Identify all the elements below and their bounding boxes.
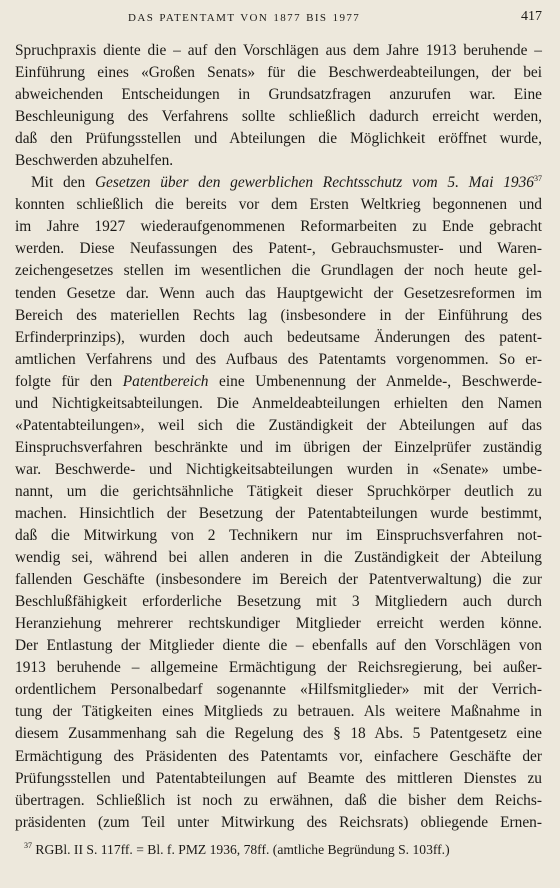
text-line: und Nichtigkeitsabteilungen. Die Anmeldeabteilungen erhielten den Namen — [15, 394, 542, 412]
text-line: Beschlußfähigkeit erforderliche Besetzung mit 3 Mitgliedern auch durch — [15, 593, 542, 611]
text-line: diesem Zusammenhang sah die Regelung des § 18 Abs. 5 Patentgesetz eine — [15, 725, 542, 743]
text-line: amtlichen Verfahrens und des Aufbaus des Patentamts vorgenommen. So er- — [15, 350, 542, 368]
text-line: übertragen. Schließlich ist noch zu erwähnen, daß die bisher dem Reichs- — [15, 791, 542, 809]
footnote-number: 37 — [24, 841, 32, 850]
text-line: tenden Gesetze dar. Wenn auch das Hauptgewicht der Gesetzesreformen im — [15, 284, 542, 302]
page-number: 417 — [521, 9, 542, 24]
running-title: DAS PATENTAMT VON 1877 BIS 1977 — [128, 12, 361, 24]
text-line: wendig sei, während bei allen anderen in die Zuständigkeit der Abteilung — [15, 549, 542, 567]
text-line: daß den Prüfungsstellen und Abteilungen die Möglichkeit eröffnet wurde, — [15, 130, 542, 148]
text-line: tung der Tätigkeiten eines Mitglieds zu betrauen. Als weitere Maßnahme in — [15, 703, 542, 721]
text-line: machen. Hinsichtlich der Besetzung der Patentabteilungen wurde bestimmt, — [15, 504, 542, 522]
emphasis: Patentbereich — [122, 372, 209, 390]
law-title: Gesetzen über den gewerblichen Rechtsschutz vom 5. Mai 1936 — [94, 174, 534, 192]
text-line: nannt, um die gerichtsähnliche Tätigkeit dieser Spruchkörper deutlich zu — [15, 482, 542, 500]
text-line: Spruchpraxis diente die – auf den Vorschlägen aus dem Jahre 1913 beruhende – — [15, 42, 542, 59]
text-line: Prüfungsstellen und Patentabteilungen auf Beamte des mittleren Dienstes zu — [15, 769, 542, 787]
text-line: Einspruchsverfahren beschränkte und im übrigen der Einzelprüfer zuständig — [15, 438, 542, 456]
footnote-reference: 37 — [534, 174, 542, 184]
text-line: Heranziehung mehrerer rechtskundiger Mitglieder erreicht werden könne. — [15, 615, 542, 633]
text-line: werden. Diese Neufassungen des Patent-, Gebrauchsmuster- und Waren- — [15, 240, 542, 258]
text-line: Einführung eines «Großen Senats» für die Beschwerdeabteilungen, der bei — [15, 64, 542, 82]
footnote — [24, 842, 544, 858]
text-line: war. Beschwerde- und Nichtigkeitsabteilungen wurden in «Senate» umbe- — [15, 460, 542, 478]
text-line: Bereich des materiellen Rechts lag (insbesondere in der Einführung des — [15, 306, 542, 324]
text-line: zeichengesetzes stellen im wesentlichen die Grundlagen der noch heute gel- — [15, 262, 542, 280]
text-line: 1913 beruhende – allgemeine Ermächtigung der Reichsregierung, bei außer- — [15, 659, 542, 677]
text-line: Beschwerden abzuhelfen. — [15, 152, 174, 170]
body-text — [15, 40, 542, 834]
text-run: Mit den — [31, 174, 95, 192]
page-header — [0, 9, 560, 29]
text-line: ordentlichem Personalbedarf sogenannte «Hilfsmitglieder» mit der Verrich- — [15, 681, 542, 699]
text-line: Der Entlastung der Mitglieder diente die – ebenfalls auf den Vorschlägen von — [15, 637, 542, 655]
text-line: Erfinderprinzips), wurden doch auch bedeutsame Änderungen des patent- — [15, 328, 542, 346]
footnote-text: RGBl. II S. 117ff. = Bl. f. PMZ 1936, 78ff. (amtliche Begründung S. 103ff.) — [35, 842, 450, 857]
text-run: folgte für den — [15, 372, 123, 390]
text-line: fallenden Geschäfte (insbesondere im Bereich der Patentverwaltung) die zur — [15, 571, 542, 589]
text-line: daß die Mitwirkung von 2 Technikern nur im Einspruchsverfahren not- — [15, 527, 542, 545]
text-line: präsidenten (zum Teil unter Mitwirkung des Reichsrats) obliegende Ernen- — [15, 813, 542, 831]
text-line: im Jahre 1927 wiederaufgenommenen Reformarbeiten zu Ende gebracht — [15, 218, 542, 236]
text-line — [15, 172, 542, 194]
text-line: konnten schließlich die bereits vor dem Ersten Weltkrieg begonnenen und — [15, 196, 542, 214]
text-line: «Patentabteilungen», weil sich die Zuständigkeit der Abteilungen auf das — [15, 416, 542, 434]
text-run: eine Umbenennung der Anmelde-, Beschwerde- — [208, 372, 543, 390]
text-line: abweichenden Entscheidungen in Grundsatzfragen anzurufen war. Eine — [15, 86, 542, 104]
text-line: Ermächtigung des Präsidenten des Patentamts vor, einfachere Geschäfte der — [15, 747, 542, 765]
text-line — [15, 371, 542, 393]
text-line: Beschleunigung des Verfahrens sollte schließlich dadurch erreicht werden, — [15, 108, 542, 126]
